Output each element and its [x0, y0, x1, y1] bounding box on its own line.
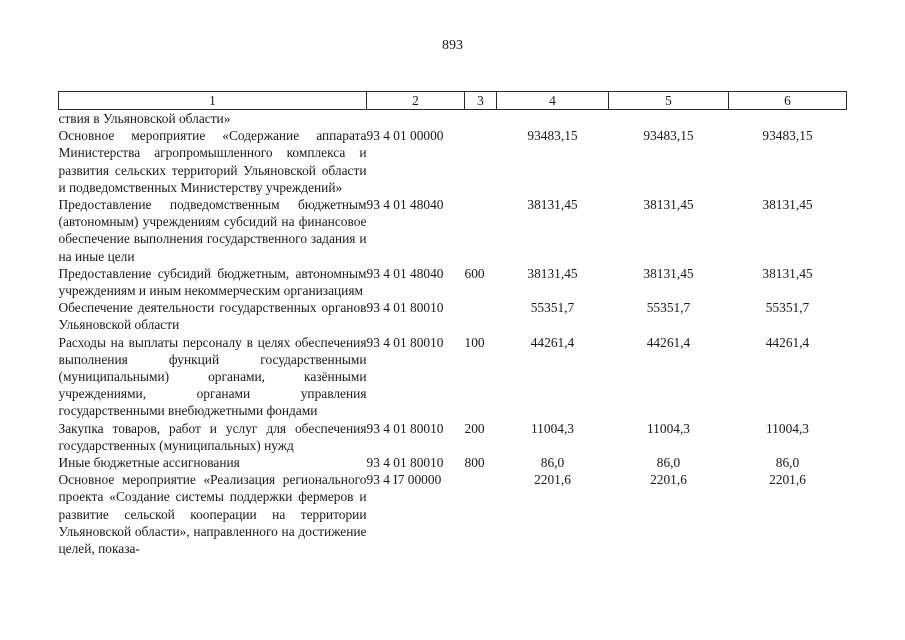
amount-col-4: 2201,6: [534, 472, 571, 488]
amount-col-5: 55351,7: [646, 300, 691, 316]
table-row: [59, 265, 847, 299]
amount-col-5: 38131,45: [643, 265, 694, 281]
amount-col-6: 55351,7: [765, 300, 810, 316]
amount-col-4: 55351,7: [530, 300, 575, 316]
amount-col-6: 44261,4: [765, 334, 810, 350]
expense-type-code: [465, 110, 497, 128]
classification-code: 93 4 01 48040: [366, 197, 444, 213]
classification-code: 93 4 01 00000: [366, 128, 444, 144]
amount-col-6: 93483,15: [762, 128, 813, 144]
column-header: 2: [367, 92, 465, 110]
expense-type-code: 600: [464, 265, 485, 281]
classification-code: 93 4 01 48040: [366, 265, 444, 281]
page-number: 893: [442, 38, 463, 53]
table-row: [59, 299, 847, 333]
classification-code: 93 4 01 80010: [366, 334, 444, 350]
amount-col-6: 2201,6: [769, 472, 806, 488]
amount-col-5: 11004,3: [646, 420, 691, 436]
column-header: 3: [465, 92, 497, 110]
amount-col-6: 38131,45: [762, 265, 813, 281]
table-row: [59, 471, 847, 557]
column-header: 5: [609, 92, 729, 110]
amount-col-4: 38131,45: [527, 265, 578, 281]
amount-col-4: [497, 110, 609, 128]
row-description: ствия в Ульяновской области»: [58, 111, 231, 126]
table-header-row: [59, 92, 847, 110]
table-body: [59, 110, 847, 558]
expense-type-code: [465, 471, 497, 557]
classification-code: 93 4 I7 00000: [366, 472, 442, 488]
amount-col-5: 93483,15: [643, 128, 694, 144]
amount-col-4: 86,0: [540, 455, 565, 471]
row-description: Иные бюджетные ассигнования: [58, 455, 240, 471]
expense-type-code: 100: [464, 334, 485, 350]
amount-col-5: 2201,6: [650, 472, 687, 488]
row-description: Расходы на выплаты персоналу в целях обеспечения выполнения функций государственными (муниципальными) органами, казёнными учреждениями, органами управления государственными внебюджетными фондами: [58, 334, 367, 419]
expense-type-code: 200: [464, 420, 485, 436]
amount-col-4: 38131,45: [527, 197, 578, 213]
amount-col-4: 44261,4: [530, 334, 575, 350]
amount-col-4: 11004,3: [530, 420, 575, 436]
table-row: [59, 420, 847, 454]
table-row: [59, 196, 847, 265]
classification-code: 93 4 01 80010: [366, 420, 444, 436]
amount-col-4: 93483,15: [527, 128, 578, 144]
row-description: Закупка товаров, работ и услуг для обеспечения государственных (муниципальных) нужд: [58, 420, 367, 453]
amount-col-6: 11004,3: [765, 420, 810, 436]
expense-type-code: [465, 299, 497, 333]
table-row: [59, 334, 847, 420]
row-description: Предоставление подведомственным бюджетным (автономным) учреждениям субсидий на финансовое обеспечение выполнения государственного задания и на иные цели: [58, 197, 367, 264]
expense-type-code: [465, 127, 497, 196]
row-description: Обеспечение деятельности государственных органов Ульяновской области: [58, 300, 367, 333]
amount-col-5: 44261,4: [646, 334, 691, 350]
classification-code: 93 4 01 80010: [366, 300, 444, 316]
expense-type-code: 800: [464, 455, 485, 471]
row-description: Основное мероприятие «Реализация регионального проекта «Создание системы поддержки фермеров и развитие сельской кооперации на территории Ульяновской области», направленного на достижение целей, показа-: [58, 472, 367, 557]
column-header: 6: [729, 92, 847, 110]
column-header: 1: [59, 92, 367, 110]
table-row: [59, 454, 847, 471]
amount-col-5: 38131,45: [643, 197, 694, 213]
classification-code: 93 4 01 80010: [366, 455, 444, 471]
table-row: [59, 110, 847, 128]
amount-col-6: [729, 110, 847, 128]
row-description: Предоставление субсидий бюджетным, автономным учреждениям и иным некоммерческим организациям: [58, 265, 367, 299]
column-header: 4: [497, 92, 609, 110]
classification-code: [367, 110, 465, 128]
amount-col-5: 86,0: [656, 455, 681, 471]
amount-col-5: [609, 110, 729, 128]
expense-type-code: [465, 196, 497, 265]
budget-table: [58, 91, 847, 557]
table-row: [59, 127, 847, 196]
amount-col-6: 86,0: [775, 455, 800, 471]
amount-col-6: 38131,45: [762, 197, 813, 213]
row-description: Основное мероприятие «Содержание аппарата Министерства агропромышленного комплекса и развития сельских территорий Ульяновской области и подведомственных Министерству учреждений»: [58, 128, 367, 195]
